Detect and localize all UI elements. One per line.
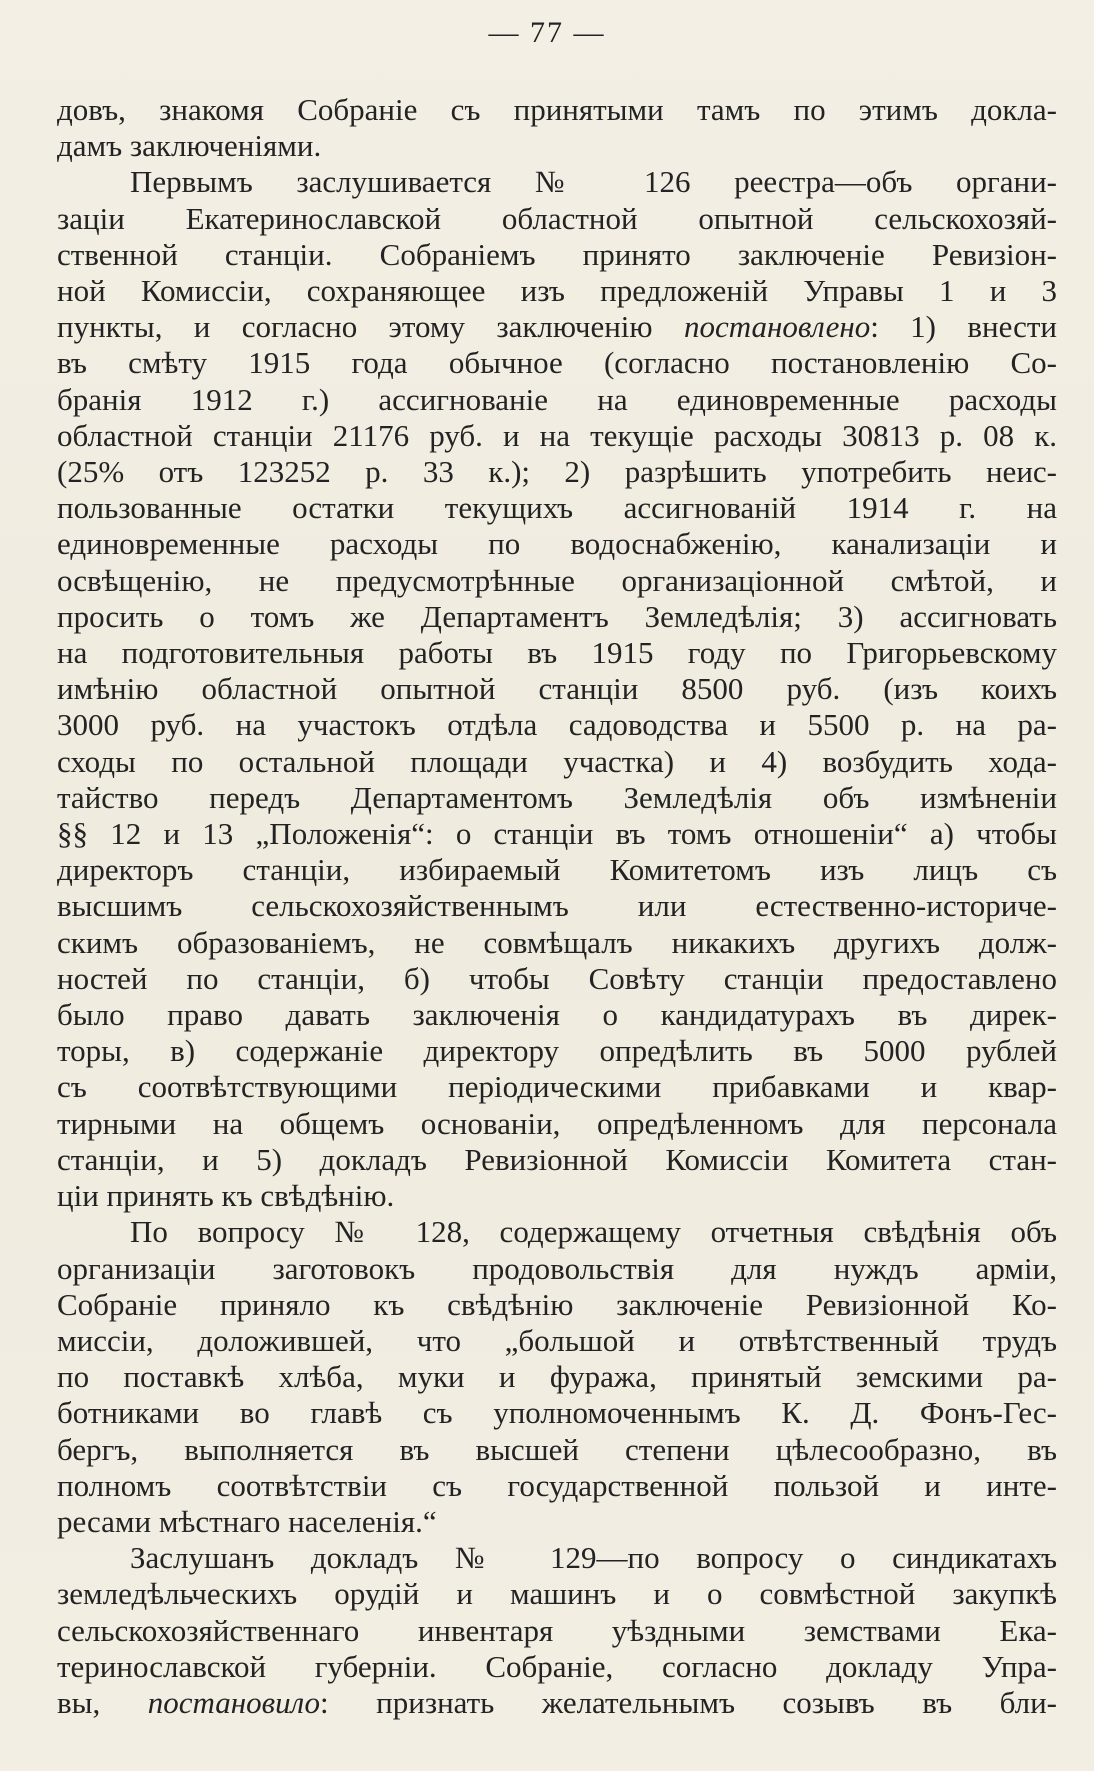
text-line: просить о томъ же Департаментъ Земледѣлія; 3) ассигновать: [57, 598, 1057, 634]
text-line: съ соотвѣтствующими періодическими прибавками и квар-: [57, 1069, 1057, 1105]
text-line: тайство передъ Департаментомъ Земледѣлія объ измѣненіи: [57, 779, 1057, 815]
text-line: ресами мѣстнаго населенія.“: [57, 1503, 437, 1539]
text-line-with-emphasis: [57, 1685, 1057, 1721]
text-line: заціи Екатеринославской областной опытной сельскохозяй-: [57, 200, 1057, 236]
text-line: ботниками во главѣ съ уполномоченнымъ К. Д. Фонъ-Гес-: [57, 1395, 1057, 1431]
text-line: областной станціи 21176 руб. и на текущіе расходы 30813 р. 08 к.: [57, 417, 1057, 453]
text-line: имѣнію областной опытной станціи 8500 руб. (изъ коихъ: [57, 671, 1057, 707]
text-line: пользованные остатки текущихъ ассигнованій 1914 г. на: [57, 490, 1057, 526]
text-line: высшимъ сельскохозяйственнымъ или естественно-историче-: [57, 888, 1057, 924]
paragraph-4: [57, 1540, 1057, 1721]
paragraph-2: [57, 164, 1057, 1214]
text-line: §§ 12 и 13 „Положенія“: о станціи въ томъ отношеніи“ а) чтобы: [57, 816, 1057, 852]
text-line: станціи, и 5) докладъ Ревизіонной Комиссіи Комитета стан-: [57, 1141, 1057, 1177]
text-line: теринославской губерніи. Собраніе, согласно докладу Упра-: [57, 1648, 1057, 1684]
text-line: организаціи заготовокъ продовольствія для нуждъ арміи,: [57, 1250, 1057, 1286]
text-line: ной Комиссіи, сохраняющее изъ предложеній Управы 1 и 3: [57, 273, 1057, 309]
text-line: Собраніе приняло къ свѣдѣнію заключеніе Ревизіонной Ко-: [57, 1286, 1057, 1322]
text-segment: вы,: [57, 1684, 101, 1720]
text-segment: : 1) внести: [870, 309, 1058, 345]
emphasis-text: постановило: [147, 1684, 320, 1720]
text-line: сходы по остальной площади участка) и 4) возбудить хода-: [57, 743, 1057, 779]
text-line: было право давать заключенія о кандидатурахъ въ дирек-: [57, 997, 1057, 1033]
text-line: По вопросу № 128, содержащему отчетныя свѣдѣнія объ: [130, 1214, 1057, 1250]
text-line: сельскохозяйственнаго инвентаря уѣздными земствами Ека-: [57, 1612, 1057, 1648]
text-line: миссіи, доложившей, что „большой и отвѣтственный трудъ: [57, 1322, 1057, 1358]
text-line: ностей по станціи, б) чтобы Совѣту станціи предоставлено: [57, 960, 1057, 996]
text-line: (25% отъ 123252 р. 33 к.); 2) разрѣшить употребить неис-: [57, 454, 1057, 490]
text-line: директоръ станціи, избираемый Комитетомъ изъ лицъ съ: [57, 852, 1057, 888]
text-segment: признать желательнымъ созывъ въ бли-: [376, 1684, 1058, 1720]
text-line: Первымъ заслушивается № 126 реестра—объ органи-: [130, 164, 1057, 200]
text-line: довъ, знакомя Собраніе съ принятыми тамъ по этимъ докла-: [57, 92, 1057, 127]
text-line: ственной станціи. Собраніемъ принято заключеніе Ревизіон-: [57, 236, 1057, 272]
text-line: ціи принять къ свѣдѣнію.: [57, 1178, 395, 1214]
text-line: скимъ образованіемъ, не совмѣщалъ никакихъ другихъ долж-: [57, 924, 1057, 960]
body-text: [57, 92, 1057, 1721]
text-line: земледѣльческихъ орудій и машинъ и о совмѣстной закупкѣ: [57, 1576, 1057, 1612]
text-segment: пункты, и согласно этому заключенію: [57, 309, 653, 345]
text-line: единовременные расходы по водоснабженію, канализаціи и: [57, 526, 1057, 562]
text-line: дамъ заключеніями.: [57, 128, 322, 164]
emphasis-text: постановлено: [683, 309, 871, 345]
page-number: — 77 —: [488, 16, 606, 49]
text-line: полномъ соотвѣтствіи съ государственной пользой и инте-: [57, 1467, 1057, 1503]
text-line: торы, в) содержаніе директору опредѣлить въ 5000 рублей: [57, 1033, 1057, 1069]
text-line-with-emphasis: [57, 309, 1057, 345]
text-line: тирными на общемъ основаніи, опредѣленномъ для персонала: [57, 1105, 1057, 1141]
text-line: освѣщенію, не предусмотрѣнные организаціонной смѣтой, и: [57, 562, 1057, 598]
text-line: Заслушанъ докладъ № 129—по вопросу о синдикатахъ: [130, 1540, 1057, 1576]
text-line: бранія 1912 г.) ассигнованіе на единовременные расходы: [57, 381, 1057, 417]
paragraph-1: [57, 92, 1057, 164]
text-line: въ смѣту 1915 года обычное (согласно постановленію Со-: [57, 345, 1057, 381]
text-line: бергъ, выполняется въ высшей степени цѣлесообразно, въ: [57, 1431, 1057, 1467]
text-segment: :: [320, 1684, 329, 1720]
paragraph-3: [57, 1214, 1057, 1540]
text-line: 3000 руб. на участокъ отдѣла садоводства и 5500 р. на ра-: [57, 707, 1057, 743]
text-line: на подготовительныя работы въ 1915 году по Григорьевскому: [57, 635, 1057, 671]
text-line: по поставкѣ хлѣба, муки и фуража, принятый земскими ра-: [57, 1359, 1057, 1395]
